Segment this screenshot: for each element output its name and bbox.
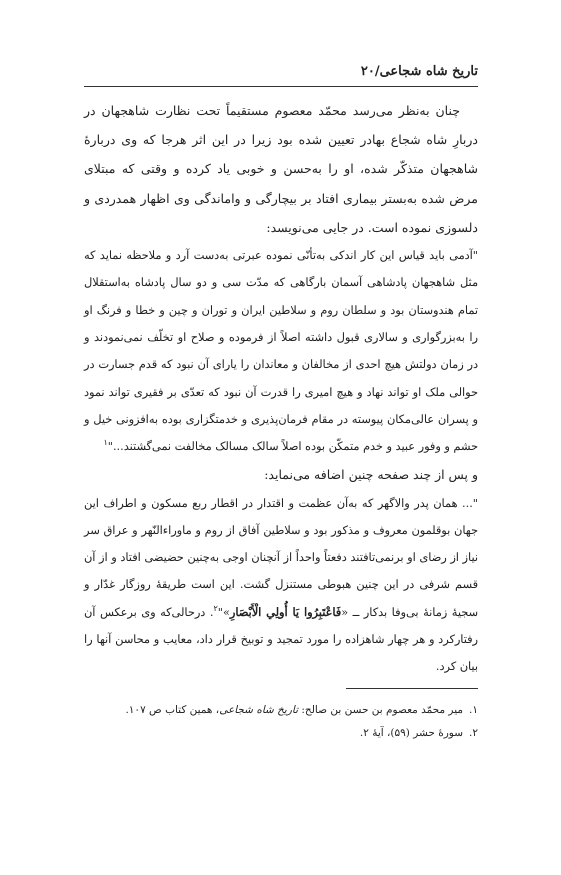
footnote-1-text: میر محمّد معصوم بن حسن بن صالح: (298, 704, 464, 716)
footnote-ref-2: ۲ (213, 604, 218, 614)
footnote-rule (346, 688, 478, 689)
quote-block-2 (84, 490, 478, 681)
quote-2-end: »" (217, 605, 230, 619)
quote-2-text: "... همان پدر والاگهر که به‌آن عظمت و اقتدار در اقطار ربع مسکون و اطراف این جهان بوقلمون معروف و مذکور بود و سلاطین آفاق از روم و ماوراءالنّهر و عراق سر نیاز از رضای او برنمی‌تافتند دفعتاً واحداً از آنچنان اوجی به‌چنین حضیضی افتاد و از آن قسم شرفی در این چنین هبوطی مستنزل گشت. این است طریقهٔ روزگار غدّار و سجیهٔ زمانهٔ بی‌وفا بدکار ــ « (84, 496, 478, 619)
footnote-2-text: سورهٔ حشر (۵۹)، آیهٔ ۲. (359, 727, 464, 739)
footnote-2 (84, 722, 478, 745)
main-text (84, 96, 478, 681)
footnote-1-work-title: تاریخ شاه شجاعی (219, 704, 299, 716)
footnote-2-number: ۲. (469, 727, 478, 739)
paragraph-intro: چنان به‌نظر می‌رسد محمّد معصوم مستقیماً تحت نظارت شاهجهان در دربارِ شاه شجاع بهادر تعیین شده بود زیرا در این اثر هرجا که وی دربارهٔ شاهجهان متذکّر شده، او را به‌حسن و خوبی یاد کرده و وقتی که مبتلای مرض شده به‌بستر بیماری افتاد بر بیچارگی و واماندگی وی اظهار همدردی و دلسوزی نموده است. در جایی می‌نویسد: (84, 103, 478, 235)
quran-verse: فَاعْتَبِرُوا يَا أُولِي الْأَبْصَارِ (229, 604, 342, 619)
footnote-1-text-end: ، همین کتاب ص ۱۰۷. (125, 704, 220, 716)
quote-2-tail: . درحالی‌که وی برعکس آن رفتارکرد و هر چهار شاهزاده را مورد تمجید و توبیخ قرار داد، معایب و محاسن آنها را بیان کرد. (84, 605, 478, 674)
footnotes (84, 699, 478, 745)
footnote-1 (84, 699, 478, 722)
footnote-1-number: ۱. (469, 704, 478, 716)
header-rule (84, 86, 478, 87)
running-header (84, 60, 478, 84)
footnote-ref-1: ۱ (103, 438, 108, 448)
paragraph-continuation: و پس از چند صفحه چنین اضافه می‌نماید: (264, 467, 478, 483)
quote-1-text: "آدمی باید قیاس این کار اندکی به‌تأنّی نموده عبرتی به‌دست آرد و ملاحظه نماید که مثل شاهجهان پادشاهی آسمان بارگاهی که مدّت سی و دو سال پادشاه به‌استقلال تمام هندوستان بود و سلطان روم و سلاطین ایران و توران و چین و خطا و فرنگ او را به‌بزرگواری و سالاری قبول داشته اصلاً از فرموده و صلاح او تخلّف نمی‌نمودند و در زمان دولتش هیچ احدی از مخالفان و معاندان را یارای آن نبود که قدم جسارت در حوالی ملک او تواند نهاد و هیچ امیری را قدرت آن نبود که تعدّی بر فقیری تواند نمود و پسران عالی‌مکان پیوسته در مقام فرمان‌پذیری و خدمتگزاری بوده به‌افزونی خیل و حشم و وفور عبید و خدم متمکّن بوده اصلاً سالک مسالک مخالفت نمی‌گشتند..." (84, 249, 478, 454)
quote-block-1 (84, 242, 478, 460)
header-title: تاریخ شاه شجاعی/۲۰ (360, 64, 478, 79)
